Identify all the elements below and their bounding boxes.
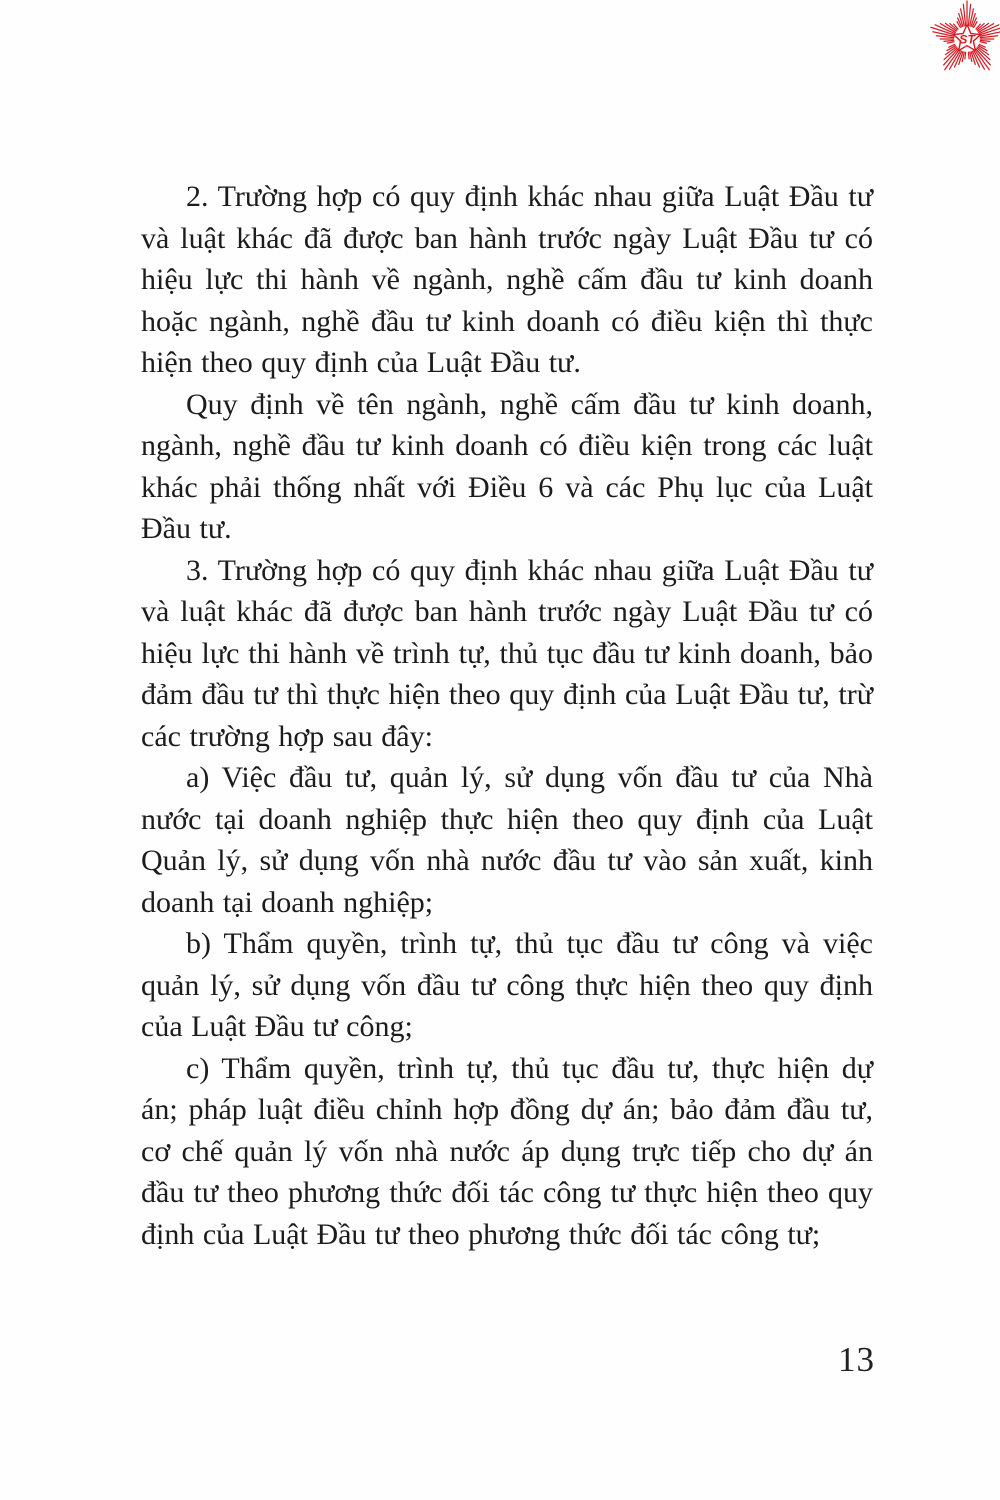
page-number: 13 <box>838 1340 875 1379</box>
paragraph-naming-rule: Quy định về tên ngành, nghề cấm đầu tư kinh doanh, ngành, nghề đầu tư kinh doanh có điều kiện trong các luật khác phải thống nhất với Điều 6 và các Phụ lục của Luật Đầu tư. <box>141 387 873 545</box>
paragraph-point-a: a) Việc đầu tư, quản lý, sử dụng vốn đầu tư của Nhà nước tại doanh nghiệp thực hiện theo quy định của Luật Quản lý, sử dụng vốn nhà nước đầu tư vào sản xuất, kinh doanh tại doanh nghiệp; <box>141 761 873 919</box>
body-text <box>141 176 873 1255</box>
paragraph-clause-2: 2. Trường hợp có quy định khác nhau giữa Luật Đầu tư và luật khác đã được ban hành trước ngày Luật Đầu tư có hiệu lực thi hành về ngành, nghề cấm đầu tư kinh doanh hoặc ngành, nghề đầu tư kinh doanh có điều kiện thì thực hiện theo quy định của Luật Đầu tư. <box>141 180 873 379</box>
logo-monogram: ST <box>959 32 975 47</box>
publisher-star-logo <box>928 0 1000 78</box>
paragraph-point-b: b) Thẩm quyền, trình tự, thủ tục đầu tư công và việc quản lý, sử dụng vốn đầu tư công thực hiện theo quy định của Luật Đầu tư công; <box>141 927 873 1043</box>
paragraph-point-c: c) Thẩm quyền, trình tự, thủ tục đầu tư, thực hiện dự án; pháp luật điều chỉnh hợp đồng dự án; bảo đảm đầu tư, cơ chế quản lý vốn nhà nước áp dụng trực tiếp cho dự án đầu tư theo phương thức đối tác công tư thực hiện theo quy định của Luật Đầu tư theo phương thức đối tác công tư; <box>141 1051 873 1251</box>
paragraph-clause-3: 3. Trường hợp có quy định khác nhau giữa Luật Đầu tư và luật khác đã được ban hành trước ngày Luật Đầu tư có hiệu lực thi hành về trình tự, thủ tục đầu tư kinh doanh, bảo đảm đầu tư thì thực hiện theo quy định của Luật Đầu tư, trừ các trường hợp sau đây: <box>141 553 873 753</box>
